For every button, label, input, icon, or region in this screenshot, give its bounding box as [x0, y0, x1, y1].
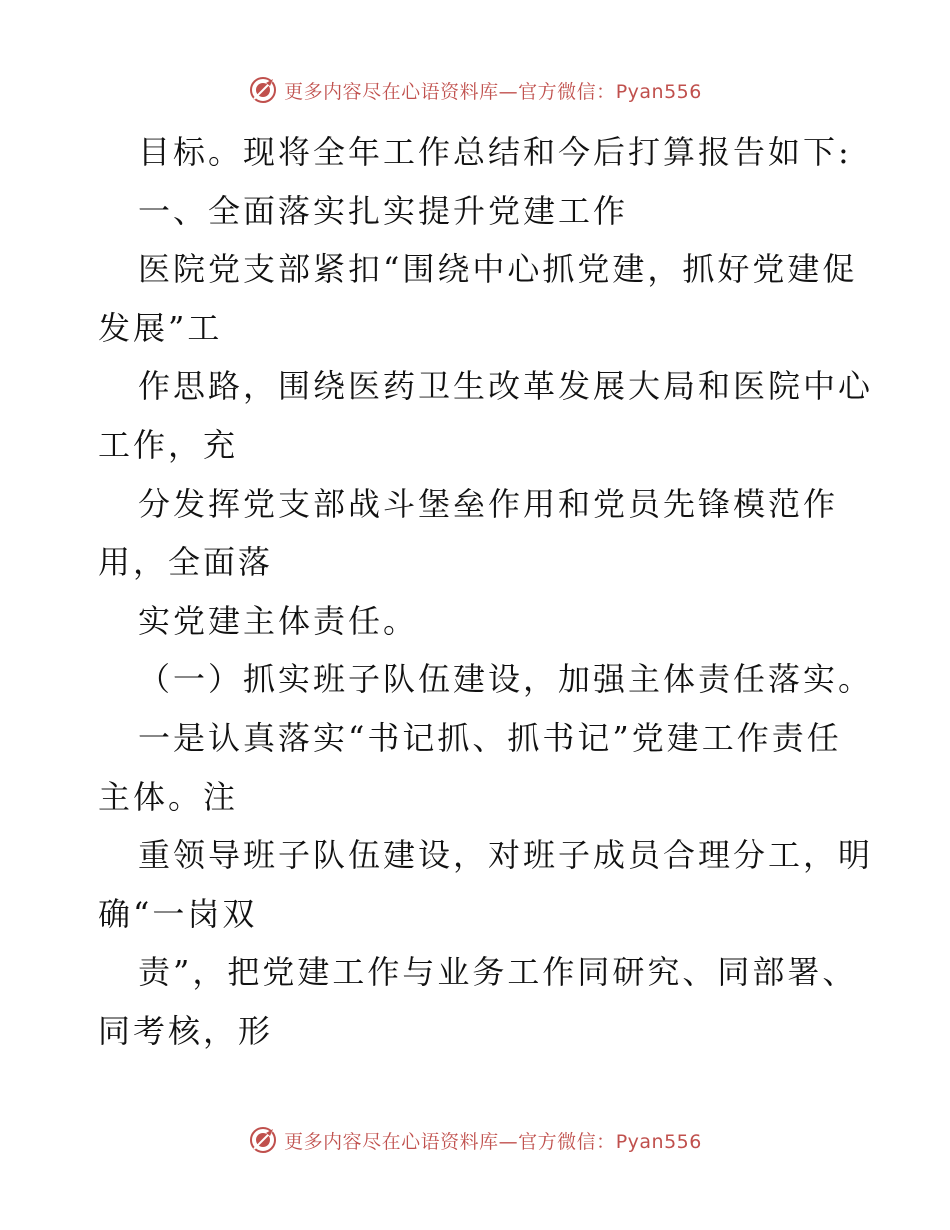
text-line: 一是认真落实“书记抓、抓书记”党建工作责任 [138, 718, 842, 757]
watermark-account-id: Pyan556 [615, 80, 702, 103]
watermark-prefix: 更多内容尽在心语资料库 [284, 80, 499, 103]
text-line: 确“一岗双 [98, 894, 258, 933]
quill-logo-icon [248, 1125, 278, 1155]
quill-logo-icon [248, 75, 278, 105]
text-line: 主体。注 [98, 777, 239, 816]
text-line: 同考核，形 [98, 1011, 274, 1050]
header-watermark [0, 70, 950, 110]
text-line: 责”，把党建工作与业务工作同研究、同部署、 [138, 953, 858, 992]
text-line: 医院党支部紧扣“围绕中心抓党建，抓好党建促 [138, 250, 858, 289]
text-line: 重领导班子队伍建设，对班子成员合理分工，明 [138, 836, 874, 875]
text-line: （一）抓实班子队伍建设，加强主体责任落实。 [138, 660, 874, 699]
text-line: 分发挥党支部战斗堡垒作用和党员先锋模范作 [138, 484, 839, 523]
text-line: 目标。现将全年工作总结和今后打算报告如下: [138, 133, 852, 171]
text-line: 作思路，围绕医药卫生改革发展大局和医院中心 [138, 367, 874, 406]
text-line: 实党建主体责任。 [138, 601, 419, 640]
watermark-text [284, 1127, 702, 1154]
text-line: 工作，充 [98, 425, 239, 464]
watermark-account-label: 官方微信： [518, 80, 616, 103]
document-body [98, 123, 874, 1061]
text-line: 一、全面落实扎实提升党建工作 [138, 191, 629, 230]
watermark-text [284, 77, 702, 104]
text-line: 用，全面落 [98, 543, 274, 582]
text-line: 发展”工 [98, 308, 223, 347]
watermark-account-label: 官方微信： [518, 1130, 616, 1153]
watermark-prefix: 更多内容尽在心语资料库 [284, 1130, 499, 1153]
watermark-separator: — [498, 80, 519, 103]
watermark-account-id: Pyan556 [615, 1130, 702, 1153]
footer-watermark [0, 1120, 950, 1160]
watermark-separator: — [498, 1130, 519, 1153]
